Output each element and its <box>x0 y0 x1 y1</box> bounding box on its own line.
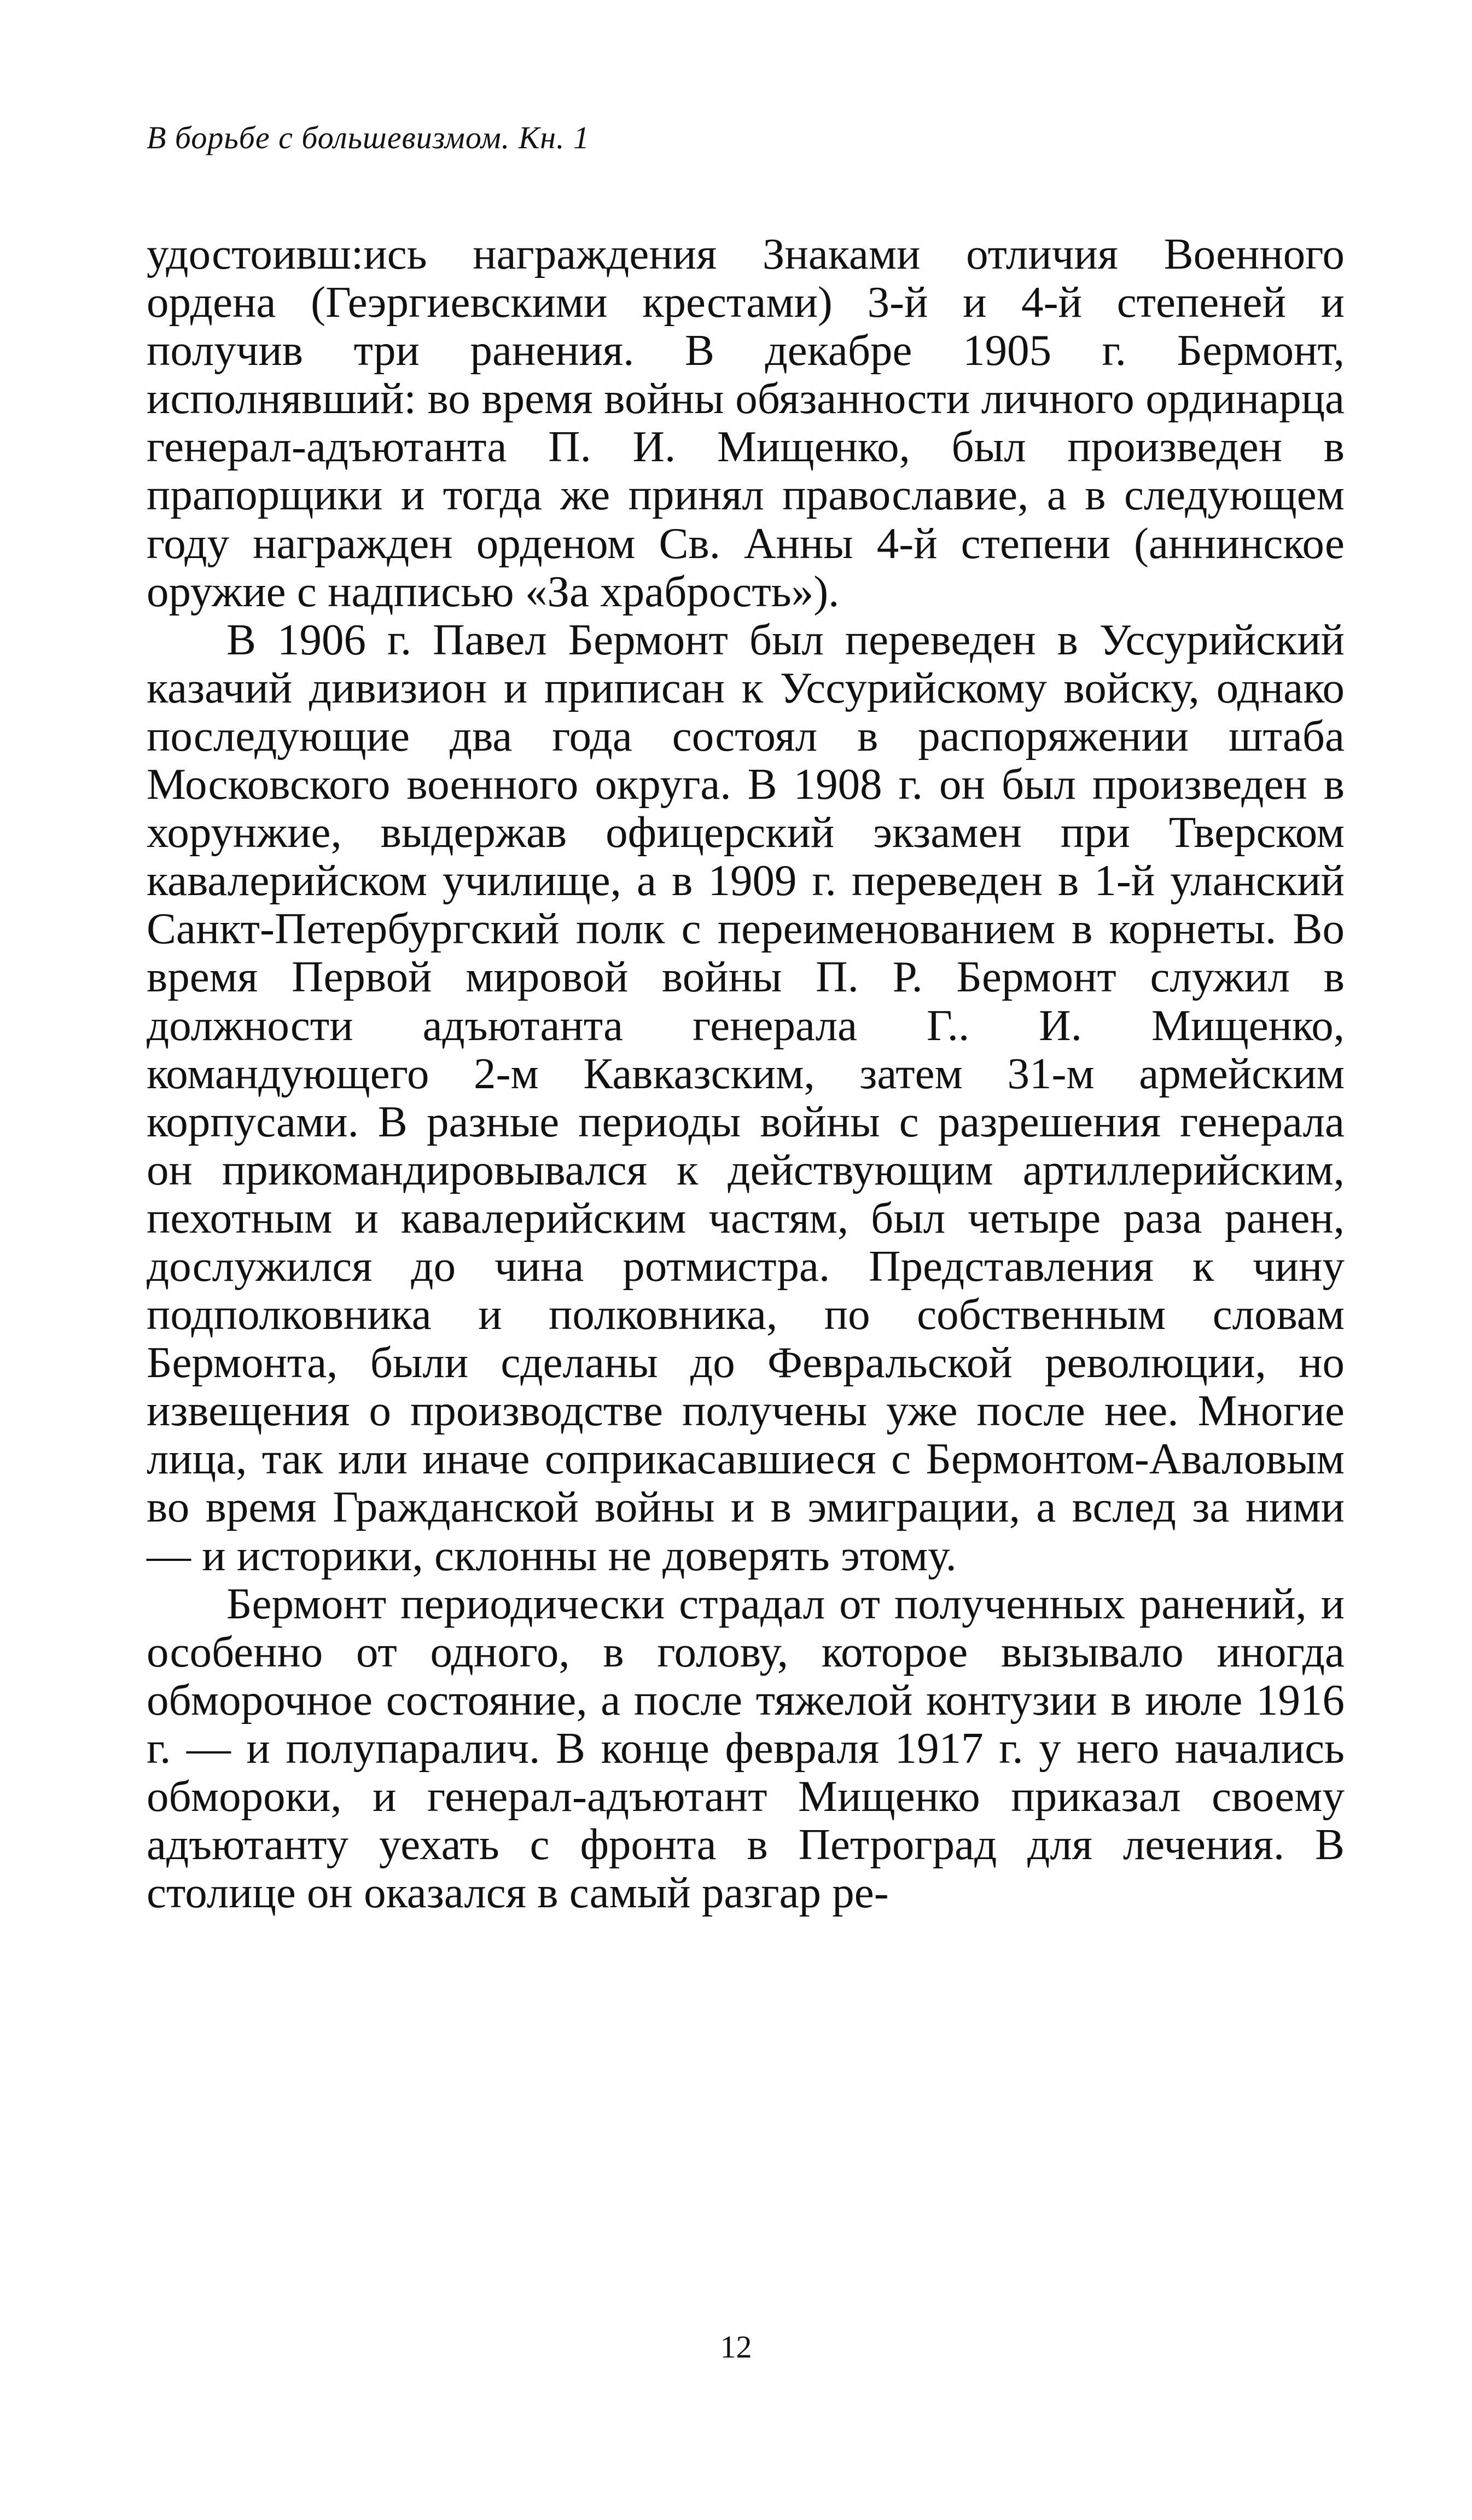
paragraph-3: Бермонт периодически страдал от полученных ранений, и особенно от одного, в голову, которое вызывало иногда обморочное состояние, а после тяжелой контузии в июле 1916 г. — и полупаралич. В конце февраля 1917 г. у него начались обмороки, и генерал-адъютант Мищенко приказал своему адъютанту уехать с фронта в Петроград для лечения. В столице он оказался в самый разгар ре- <box>147 1578 1345 1918</box>
page-number: 12 <box>720 2329 752 2365</box>
running-header: В борьбе с большевизмом. Кн. 1 <box>147 120 590 155</box>
page-body <box>147 230 1345 1917</box>
paragraph-2: В 1906 г. Павел Бермонт был переведен в Уссурийский казачий дивизион и приписан к Уссурийскому войску, однако последующие два года состоял в распоряжении штаба Московского военного округа. В 1908 г. он был произведен в хорунжие, выдержав офицерский экзамен при Тверском кавалерийском училище, а в 1909 г. переведен в 1-й уланский Санкт-Петербургский полк с переименованием в корнеты. Во время Первой мировой войны П. Р. Бермонт служил в должности адъютанта генерала Г.. И. Мищенко, командующего 2-м Кавказским, затем 31-м армейским корпусами. В разные периоды войны с разрешения генерала он прикомандировывался к действующим артиллерийским, пехотным и кавалерийским частям, был четыре раза ранен, дослужился до чина ротмистра. Представления к чину подполковника и полковника, по собственным словам Бермонта, были сделаны до Февральской революции, но извещения о производстве получены уже после нее. Многие лица, так или иначе соприкасавшиеся с Бермонтом-Аваловым во время Гражданской войны и в эмиграции, а вслед за ними — и историки, склонны не доверять этому. <box>147 614 1345 1580</box>
paragraph-1: удостоивш:ись награждения Знаками отличия Военного ордена (Геэргиевскими крестами) 3-й и 4-й степеней и получив три ранения. В декабре 1905 г. Бермонт, исполнявший: во время войны обязанности личного ординарца генерал-адъютанта П. И. Мищенко, был произведен в прапорщики и тогда же принял православие, а в следующем году награжден орденом Св. Анны 4-й степени (аннинское оружие с надписью «За храбрость»). <box>147 229 1345 616</box>
